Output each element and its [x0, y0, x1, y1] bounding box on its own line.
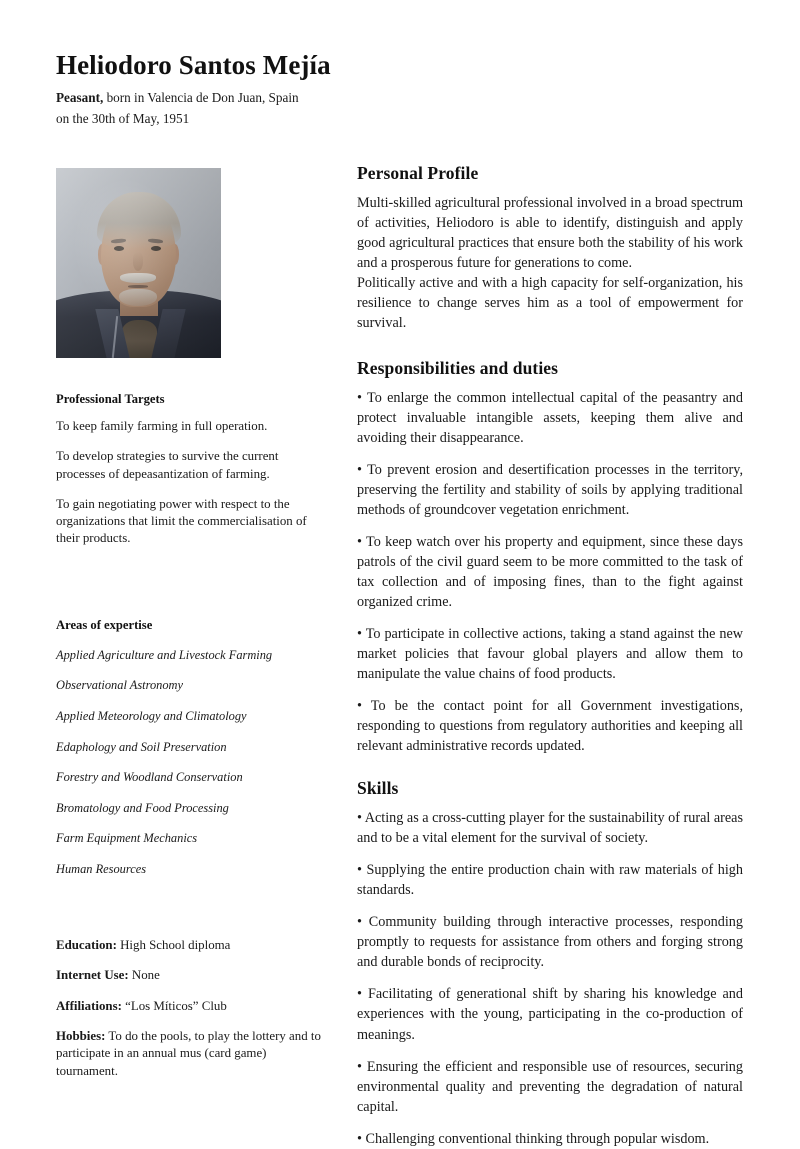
personal-profile-section	[357, 163, 743, 333]
expertise-item: Forestry and Woodland Conservation	[56, 770, 243, 785]
fact-affiliations	[56, 998, 326, 1015]
fact-education-label: Education:	[56, 938, 117, 953]
skill-item: • Ensuring the efficient and responsible use of resources, securing environmental quality and preventing the degradation of natural capital.	[357, 1058, 743, 1115]
professional-target-item: To keep family farming in full operation.	[56, 419, 268, 433]
fact-affiliations-label: Affiliations:	[56, 998, 122, 1013]
responsibility-item: • To enlarge the common intellectual capital of the peasantry and protect invaluable intangible assets, keeping them alive and avoiding their disappearance.	[357, 390, 743, 447]
professional-target-item: To develop strategies to survive the current processes of depeasantization of farming.	[56, 449, 279, 481]
occupation-label: Peasant,	[56, 90, 104, 106]
fact-hobbies-label: Hobbies:	[56, 1029, 106, 1044]
responsibility-item: • To participate in collective actions, taking a stand against the new market policies that favour global players and allow them to manipulate the value chains of food products.	[357, 626, 743, 683]
fact-internet-use-value: None	[128, 968, 160, 983]
expertise-item: Applied Meteorology and Climatology	[56, 708, 247, 723]
professional-targets-section	[56, 392, 326, 548]
expertise-item: Bromatology and Food Processing	[56, 800, 229, 815]
fact-hobbies-value: To do the pools, to play the lottery and to participate in an annual mus (card game) tournament.	[56, 1029, 321, 1078]
person-name: Heliodoro Santos Mejía	[56, 50, 331, 80]
fact-affiliations-value: “Los Míticos” Club	[121, 998, 227, 1013]
skill-item: • Supplying the entire production chain with raw materials of high standards.	[357, 862, 743, 899]
fact-education-value: High School diploma	[116, 938, 231, 953]
fact-education	[56, 937, 326, 954]
responsibilities-section	[357, 358, 743, 756]
personal-profile-paragraph: Politically active and with a high capacity for self-organization, his resilience to change serves him as a tool of empowerment for survival.	[357, 275, 743, 332]
occupation-birth-line	[56, 88, 736, 129]
right-column	[357, 163, 743, 1149]
document-header	[56, 50, 736, 129]
responsibility-item: • To prevent erosion and desertification processes in the territory, preserving the fertility and stability of soils by applying traditional methods of groundcover vegetation enrichment.	[357, 462, 743, 519]
expertise-item: Edaphology and Soil Preservation	[56, 739, 227, 754]
skill-item: • Community building through interactive processes, responding promptly to requests for assistance from others and forging strong and durable bonds of reciprocity.	[357, 914, 743, 971]
personal-profile-heading: Personal Profile	[357, 163, 479, 183]
fact-internet-use-label: Internet Use:	[56, 968, 129, 983]
expertise-item: Human Resources	[56, 862, 147, 877]
fact-hobbies	[56, 1028, 326, 1080]
expertise-item: Applied Agriculture and Livestock Farming	[56, 647, 273, 662]
expertise-item: Farm Equipment Mechanics	[56, 831, 198, 846]
expertise-item: Observational Astronomy	[56, 678, 183, 693]
skill-item: • Challenging conventional thinking through popular wisdom.	[357, 1130, 710, 1147]
birthdate-text: on the 30th of May, 1951	[56, 110, 190, 126]
photo-lighting-overlay	[56, 168, 221, 358]
personal-facts-section	[56, 937, 326, 1080]
responsibility-item: • To keep watch over his property and equipment, since these days patrols of the civil guard seem to be more committed to the task of tax collection and of imposing fines, than to the fight against organized crime.	[357, 534, 743, 611]
fact-internet-use	[56, 967, 326, 984]
skill-item: • Facilitating of generational shift by sharing his knowledge and experiences with the young, participating in the co-production of meanings.	[357, 986, 743, 1043]
skills-heading: Skills	[357, 778, 399, 799]
birthplace-text: born in Valencia de Don Juan, Spain	[103, 90, 299, 106]
portrait-photo	[56, 168, 221, 358]
skills-section	[357, 778, 743, 1148]
responsibility-item: • To be the contact point for all Government investigations, responding to questions from regulatory authorities and keeping all relevant administrative records updated.	[357, 698, 743, 755]
skill-item: • Acting as a cross-cutting player for the sustainability of rural areas and to be a vital element for the survival of society.	[357, 810, 743, 847]
areas-of-expertise-heading: Areas of expertise	[56, 617, 153, 632]
personal-profile-paragraph: Multi-skilled agricultural professional involved in a broad spectrum of activities, Heliodoro is able to identify, distinguish and apply good agricultural practices that ensure both the stability of his work and a prosperous future for generations to come.	[357, 195, 743, 272]
responsibilities-heading: Responsibilities and duties	[357, 358, 559, 379]
areas-of-expertise-section	[56, 618, 326, 878]
professional-targets-heading: Professional Targets	[56, 392, 165, 406]
left-column	[56, 168, 326, 1080]
professional-target-item: To gain negotiating power with respect to the organizations that limit the commercialisation of their products.	[56, 496, 307, 546]
